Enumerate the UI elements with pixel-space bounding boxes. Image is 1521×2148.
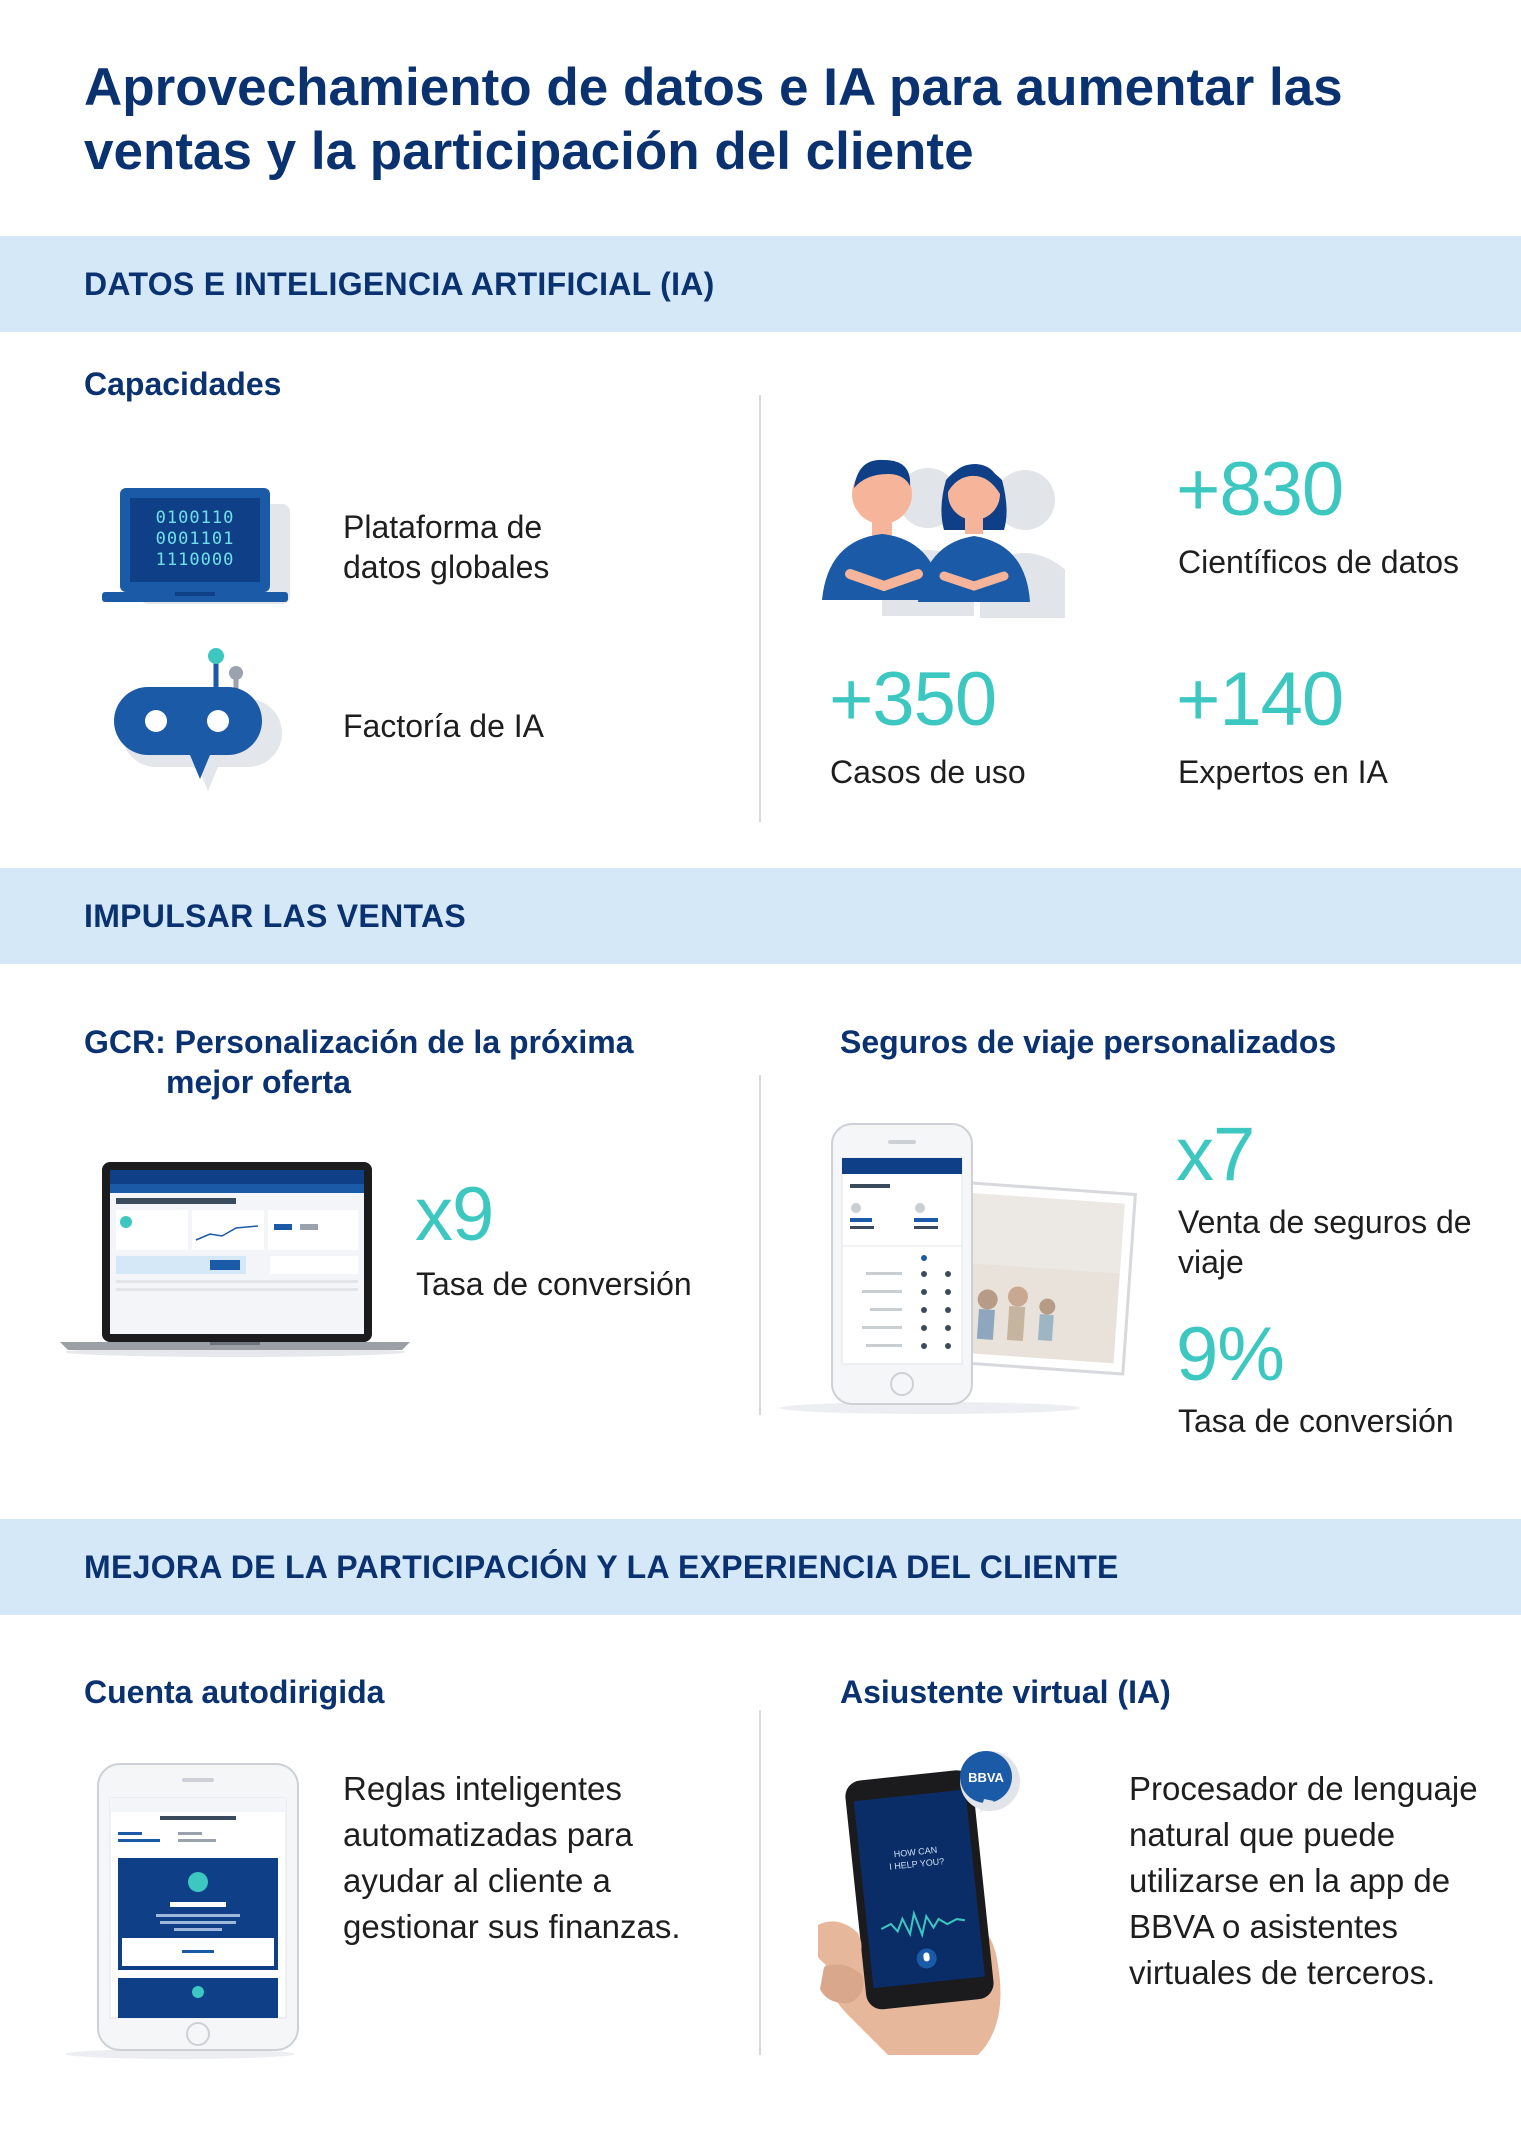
laptop-dashboard-image <box>60 1158 410 1358</box>
laptop-binary-icon <box>100 482 310 622</box>
heading-gcr-line2: mejor oferta <box>166 1064 351 1100</box>
rules-app-image <box>60 1762 300 2062</box>
section-band-experiencia <box>0 1519 1521 1615</box>
column-divider <box>759 1710 761 2055</box>
heading-virtual-assistant: Asiustente virtual (IA) <box>840 1674 1171 1710</box>
virtual-assistant-text: Procesador de lenguaje natural que puede utilizarse en la app de BBVA o asistentes virtuales de terceros. <box>1129 1770 1478 1991</box>
section-band-ventas <box>0 868 1521 964</box>
robot-chat-icon <box>112 645 282 795</box>
column-divider <box>759 395 761 822</box>
heading-gcr-line1: Personalización de la próxima <box>174 1024 634 1060</box>
capability-label-platform: Plataforma de datos globales <box>343 509 550 585</box>
svg-text:I HELP YOU?: I HELP YOU? <box>888 1856 945 1872</box>
stat-value-ai-experts: +140 <box>1176 657 1344 742</box>
column-divider <box>759 1075 761 1415</box>
heading-self-directed-account: Cuenta autodirigida <box>84 1674 385 1710</box>
capability-label-factory: Factoría de IA <box>343 708 544 744</box>
self-directed-account-text: Reglas inteligentes automatizadas para ayudar al cliente a gestionar sus finanzas. <box>343 1770 681 1945</box>
stat-value-use-cases: +350 <box>829 657 997 742</box>
stat-label-ai-experts: Expertos en IA <box>1178 754 1388 790</box>
bbva-bubble-label: BBVA <box>968 1770 1004 1785</box>
stat-value-scientists: +830 <box>1176 447 1344 532</box>
section-band-datos <box>0 236 1521 332</box>
binary-line-3: 1110000 <box>155 550 235 570</box>
page-title: Aprovechamiento de datos e IA para aumentar las ventas y la participación del cliente <box>84 58 1343 181</box>
section-title-datos: DATOS E INTELIGENCIA ARTIFICIAL (IA) <box>84 266 715 302</box>
stat-label-use-cases: Casos de uso <box>830 754 1026 790</box>
stat-value-travel-conversion: 9% <box>1176 1312 1284 1397</box>
section-title-ventas: IMPULSAR LAS VENTAS <box>84 898 467 934</box>
stat-value-gcr: x9 <box>415 1172 494 1257</box>
stat-value-travel-sales: x7 <box>1176 1112 1255 1197</box>
heading-travel-insurance: Seguros de viaje personalizados <box>840 1024 1337 1060</box>
stat-label-travel-sales: Venta de seguros de viaje <box>1178 1204 1472 1280</box>
people-icon <box>820 450 1065 620</box>
subheading-capacidades: Capacidades <box>84 366 282 402</box>
stat-label-travel-conversion: Tasa de conversión <box>1178 1403 1454 1439</box>
stat-label-scientists: Científicos de datos <box>1178 544 1460 580</box>
svg-text:HOW CAN: HOW CAN <box>893 1844 938 1860</box>
heading-gcr-prefix: GCR: <box>84 1024 166 1060</box>
travel-insurance-app-image <box>770 1118 1140 1418</box>
section-title-experiencia: MEJORA DE LA PARTICIPACIÓN Y LA EXPERIENCIA DEL CLIENTE <box>84 1549 1119 1585</box>
virtual-assistant-image <box>818 1745 1078 2055</box>
stat-label-gcr: Tasa de conversión <box>416 1266 692 1302</box>
binary-line-2: 0001101 <box>155 529 235 549</box>
heading-gcr <box>84 1022 633 1063</box>
binary-line-1: 0100110 <box>155 508 235 528</box>
